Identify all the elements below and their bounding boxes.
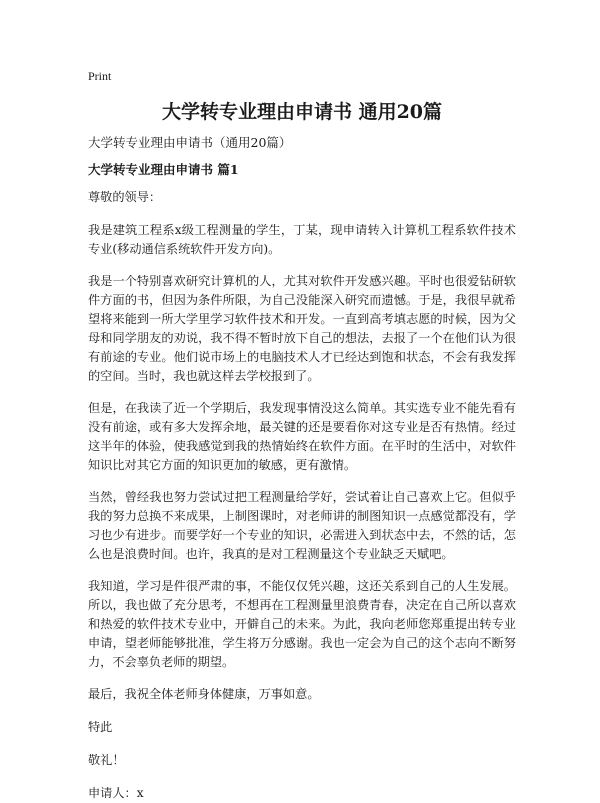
page-title: 大学转专业理由申请书 通用20篇 bbox=[161, 101, 443, 123]
closing-line-1: 特此 bbox=[88, 720, 113, 734]
paragraph-1: 我是建筑工程系x级工程测量的学生，丁某，现申请转入计算机工程系软件技术专业(移动通信系统软件开发方向)。 bbox=[88, 223, 516, 256]
signature: 申请人：x bbox=[88, 786, 144, 800]
paragraph-3: 但是，在我读了近一个学期后，我发现事情没这么简单。其实选专业不能先看有没有前途，或有多大发挥余地，最关键的还是要看你对这专业是否有热情。经过这半年的体验，使我感觉到我的热情始终在软件方面。在平时的生活中，对软件知识比对其它方面的知识更加的敏感，更有激情。 bbox=[88, 401, 516, 472]
section-heading: 大学转专业理由申请书 篇1 bbox=[88, 162, 239, 177]
greeting: 尊敬的领导： bbox=[88, 190, 162, 204]
paragraph-4: 当然，曾经我也努力尝试过把工程测量给学好，尝试着让自己喜欢上它。但似乎我的努力总换不来成果，上制图课时，对老师讲的制图知识一点感觉都没有，学习也少有进步。而要学好一个专业的知识，必需进入到状态中去，不然的话，怎么也是浪费时间。也许，我真的是对工程测量这个专业缺乏天赋吧。 bbox=[88, 490, 516, 561]
paragraph-2: 我是一个特别喜欢研究计算机的人，尤其对软件开发感兴趣。平时也很爱钻研软件方面的书，但因为条件所限，为自己没能深入研究而遗憾。于是，我很早就希望将来能到一所大学里学习软件技术和开发。一直到高考填志愿的时候，因为父母和同学朋友的劝说，我不得不暂时放下自己的想法，去报了一个在他们认为很有前途的专业。他们说市场上的电脑技术人才已经达到饱和状态，不会有我发挥的空间。当时，我也就这样去学校报到了。 bbox=[88, 274, 516, 383]
closing-line-2: 敬礼！ bbox=[88, 753, 125, 767]
paragraph-5: 我知道，学习是件很严肃的事，不能仅仅凭兴趣，这还关系到自己的人生发展。所以，我也做了充分思考，不想再在工程测量里浪费青春，决定在自己所以喜欢和热爱的软件技术专业中，开僻自己的未来。为此，我向老师您郑重提出转专业申请，望老师能够批准，学生将万分感谢。我也一定会为自己的这个志向不断努力，不会辜负老师的期望。 bbox=[88, 579, 516, 669]
print-label: Print bbox=[88, 69, 112, 83]
paragraph-6: 最后，我祝全体老师身体健康，万事如意。 bbox=[88, 687, 320, 701]
document-subtitle: 大学转专业理由申请书（通用20篇） bbox=[88, 135, 292, 150]
